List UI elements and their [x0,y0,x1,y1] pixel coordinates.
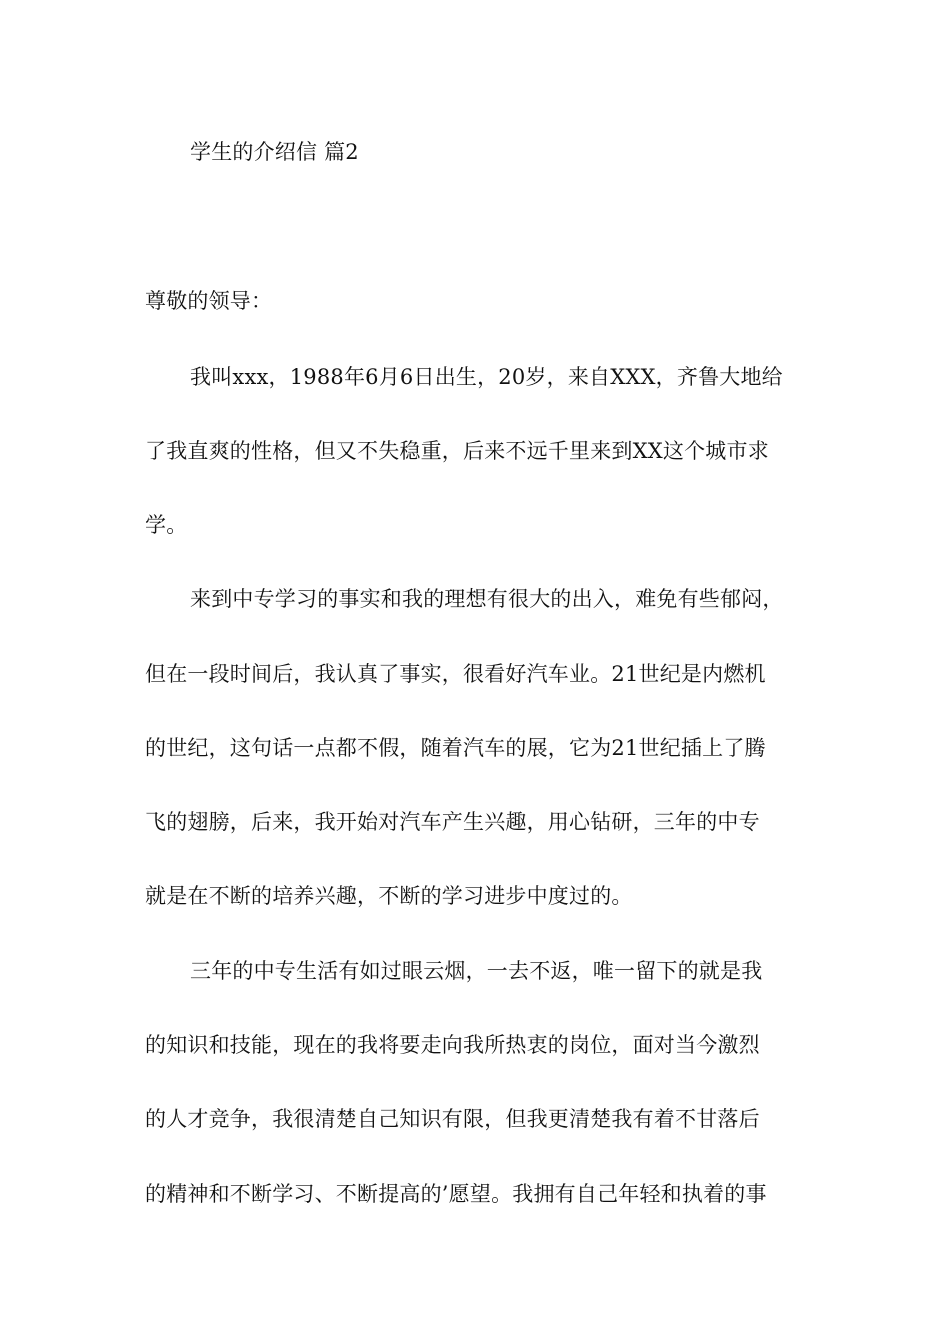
text-line: 的人才竞争，我很清楚自己知识有限，但我更清楚我有着不甘落后 [145,1107,760,1131]
text-line: 的世纪，这句话一点都不假，随着汽车的展，它为21世纪插上了腾 [145,736,766,760]
text-line: 三年的中专生活有如过眼云烟，一去不返，唯一留下的就是我 [190,959,763,983]
text-line: 来到中专学习的事实和我的理想有很大的出入，难免有些郁闷， [190,587,784,611]
text-line: 学。 [145,513,188,537]
text-line: 的精神和不断学习、不断提高的’愿望。我拥有自己年轻和执着的事 [145,1182,767,1206]
text-line: 飞的翅膀，后来，我开始对汽车产生兴趣，用心钻研，三年的中专 [145,810,760,834]
text-line: 但在一段时间后，我认真了事实，很看好汽车业。21世纪是内燃机 [145,662,766,686]
salutation: 尊敬的领导： [145,289,273,313]
text-line: 的知识和技能，现在的我将要走向我所热衷的岗位，面对当今激烈 [145,1033,760,1057]
text-line: 我叫xxx，1988年6月6日出生，20岁，来自XXX，齐鲁大地给 [190,365,783,389]
text-line: 了我直爽的性格，但又不失稳重，后来不远千里来到XX这个城市求 [145,439,769,463]
document-title: 学生的介绍信 篇2 [190,140,359,164]
text-line: 就是在不断的培养兴趣，不断的学习进步中度过的。 [145,884,633,908]
